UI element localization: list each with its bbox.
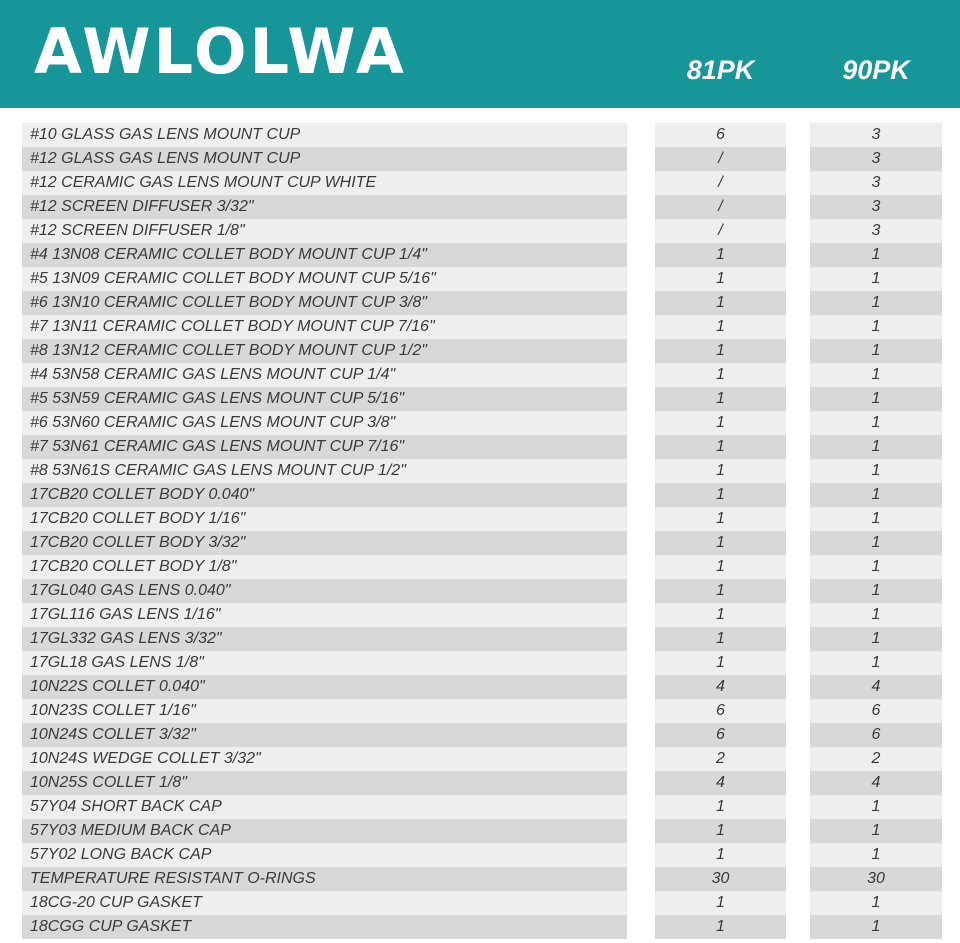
brand-logo: AWLOLWA <box>34 15 407 88</box>
qty-90pk-column <box>810 123 942 939</box>
item-name-cell: #4 53N58 CERAMIC GAS LENS MOUNT CUP 1/4" <box>22 363 627 387</box>
qty-81pk-cell: 1 <box>655 819 786 843</box>
qty-81pk-cell: 1 <box>655 651 786 675</box>
item-name-cell: 17CB20 COLLET BODY 3/32" <box>22 531 627 555</box>
item-name-cell: 18CGG CUP GASKET <box>22 915 627 939</box>
qty-90pk-cell: 3 <box>810 147 942 171</box>
item-name-column <box>22 123 627 939</box>
qty-90pk-cell: 1 <box>810 651 942 675</box>
item-name-cell: #12 SCREEN DIFFUSER 1/8" <box>22 219 627 243</box>
item-name-cell: #6 13N10 CERAMIC COLLET BODY MOUNT CUP 3/8" <box>22 291 627 315</box>
qty-81pk-cell: / <box>655 219 786 243</box>
qty-90pk-cell: 1 <box>810 267 942 291</box>
qty-81pk-cell: 1 <box>655 267 786 291</box>
item-name-cell: 17CB20 COLLET BODY 0.040" <box>22 483 627 507</box>
qty-90pk-cell: 1 <box>810 411 942 435</box>
qty-81pk-cell: 4 <box>655 675 786 699</box>
qty-90pk-cell: 4 <box>810 771 942 795</box>
qty-90pk-cell: 1 <box>810 483 942 507</box>
qty-90pk-cell: 4 <box>810 675 942 699</box>
qty-90pk-cell: 1 <box>810 891 942 915</box>
item-name-cell: 57Y04 SHORT BACK CAP <box>22 795 627 819</box>
item-name-cell: #12 CERAMIC GAS LENS MOUNT CUP WHITE <box>22 171 627 195</box>
qty-81pk-cell: 30 <box>655 867 786 891</box>
qty-90pk-cell: 3 <box>810 171 942 195</box>
qty-81pk-cell: 1 <box>655 483 786 507</box>
item-name-cell: 17GL332 GAS LENS 3/32" <box>22 627 627 651</box>
item-name-cell: #5 13N09 CERAMIC COLLET BODY MOUNT CUP 5/16" <box>22 267 627 291</box>
qty-90pk-cell: 1 <box>810 435 942 459</box>
column-header-81pk: 81PK <box>686 55 755 85</box>
qty-81pk-cell: 1 <box>655 411 786 435</box>
qty-90pk-cell: 3 <box>810 219 942 243</box>
qty-90pk-cell: 1 <box>810 819 942 843</box>
qty-90pk-cell: 6 <box>810 699 942 723</box>
qty-81pk-cell: 1 <box>655 579 786 603</box>
qty-81pk-cell: 1 <box>655 891 786 915</box>
item-name-cell: 17CB20 COLLET BODY 1/8" <box>22 555 627 579</box>
qty-81pk-cell: 1 <box>655 531 786 555</box>
qty-90pk-cell: 1 <box>810 627 942 651</box>
qty-90pk-cell: 1 <box>810 555 942 579</box>
item-name-cell: 17CB20 COLLET BODY 1/16" <box>22 507 627 531</box>
item-name-cell: #4 13N08 CERAMIC COLLET BODY MOUNT CUP 1/4" <box>22 243 627 267</box>
qty-90pk-cell: 2 <box>810 747 942 771</box>
qty-81pk-cell: 1 <box>655 291 786 315</box>
qty-81pk-cell: 1 <box>655 459 786 483</box>
qty-90pk-cell: 1 <box>810 843 942 867</box>
qty-90pk-cell: 1 <box>810 915 942 939</box>
qty-90pk-cell: 1 <box>810 531 942 555</box>
item-name-cell: 18CG-20 CUP GASKET <box>22 891 627 915</box>
item-name-cell: 10N25S COLLET 1/8" <box>22 771 627 795</box>
qty-90pk-cell: 1 <box>810 315 942 339</box>
item-name-cell: #10 GLASS GAS LENS MOUNT CUP <box>22 123 627 147</box>
qty-81pk-column <box>655 123 786 939</box>
qty-81pk-cell: 1 <box>655 555 786 579</box>
qty-90pk-cell: 1 <box>810 243 942 267</box>
qty-81pk-cell: 6 <box>655 723 786 747</box>
item-name-cell: #6 53N60 CERAMIC GAS LENS MOUNT CUP 3/8" <box>22 411 627 435</box>
qty-81pk-cell: / <box>655 147 786 171</box>
item-name-cell: 17GL040 GAS LENS 0.040" <box>22 579 627 603</box>
item-name-cell: 17GL116 GAS LENS 1/16" <box>22 603 627 627</box>
qty-90pk-cell: 3 <box>810 195 942 219</box>
qty-81pk-cell: / <box>655 171 786 195</box>
qty-81pk-cell: 1 <box>655 315 786 339</box>
column-header-90pk: 90PK <box>842 55 910 85</box>
item-name-cell: 17GL18 GAS LENS 1/8" <box>22 651 627 675</box>
item-name-cell: #7 13N11 CERAMIC COLLET BODY MOUNT CUP 7/16" <box>22 315 627 339</box>
qty-81pk-cell: 1 <box>655 339 786 363</box>
qty-81pk-cell: 6 <box>655 699 786 723</box>
qty-81pk-cell: 1 <box>655 243 786 267</box>
qty-90pk-cell: 6 <box>810 723 942 747</box>
item-name-cell: 10N24S COLLET 3/32" <box>22 723 627 747</box>
qty-81pk-cell: 2 <box>655 747 786 771</box>
qty-81pk-cell: 1 <box>655 795 786 819</box>
item-name-cell: #7 53N61 CERAMIC GAS LENS MOUNT CUP 7/16" <box>22 435 627 459</box>
qty-81pk-cell: 6 <box>655 123 786 147</box>
qty-81pk-cell: 1 <box>655 363 786 387</box>
item-name-cell: 57Y03 MEDIUM BACK CAP <box>22 819 627 843</box>
qty-90pk-cell: 1 <box>810 579 942 603</box>
item-name-cell: #8 13N12 CERAMIC COLLET BODY MOUNT CUP 1/2" <box>22 339 627 363</box>
qty-81pk-cell: 1 <box>655 387 786 411</box>
item-name-cell: #12 GLASS GAS LENS MOUNT CUP <box>22 147 627 171</box>
item-name-cell: 57Y02 LONG BACK CAP <box>22 843 627 867</box>
qty-90pk-cell: 1 <box>810 795 942 819</box>
item-name-cell: 10N22S COLLET 0.040" <box>22 675 627 699</box>
qty-81pk-cell: 1 <box>655 843 786 867</box>
qty-81pk-cell: 1 <box>655 435 786 459</box>
qty-81pk-cell: 1 <box>655 603 786 627</box>
qty-90pk-cell: 30 <box>810 867 942 891</box>
qty-90pk-cell: 1 <box>810 603 942 627</box>
qty-90pk-cell: 1 <box>810 339 942 363</box>
item-name-cell: #12 SCREEN DIFFUSER 3/32" <box>22 195 627 219</box>
item-name-cell: #8 53N61S CERAMIC GAS LENS MOUNT CUP 1/2" <box>22 459 627 483</box>
qty-90pk-cell: 3 <box>810 123 942 147</box>
qty-81pk-cell: 1 <box>655 507 786 531</box>
qty-90pk-cell: 1 <box>810 363 942 387</box>
item-name-cell: 10N24S WEDGE COLLET 3/32" <box>22 747 627 771</box>
qty-90pk-cell: 1 <box>810 507 942 531</box>
qty-81pk-cell: / <box>655 195 786 219</box>
qty-81pk-cell: 1 <box>655 627 786 651</box>
qty-90pk-cell: 1 <box>810 291 942 315</box>
item-name-cell: #5 53N59 CERAMIC GAS LENS MOUNT CUP 5/16" <box>22 387 627 411</box>
qty-90pk-cell: 1 <box>810 459 942 483</box>
header-banner <box>0 0 960 108</box>
item-name-cell: 10N23S COLLET 1/16" <box>22 699 627 723</box>
item-name-cell: TEMPERATURE RESISTANT O-RINGS <box>22 867 627 891</box>
qty-90pk-cell: 1 <box>810 387 942 411</box>
qty-81pk-cell: 4 <box>655 771 786 795</box>
qty-81pk-cell: 1 <box>655 915 786 939</box>
